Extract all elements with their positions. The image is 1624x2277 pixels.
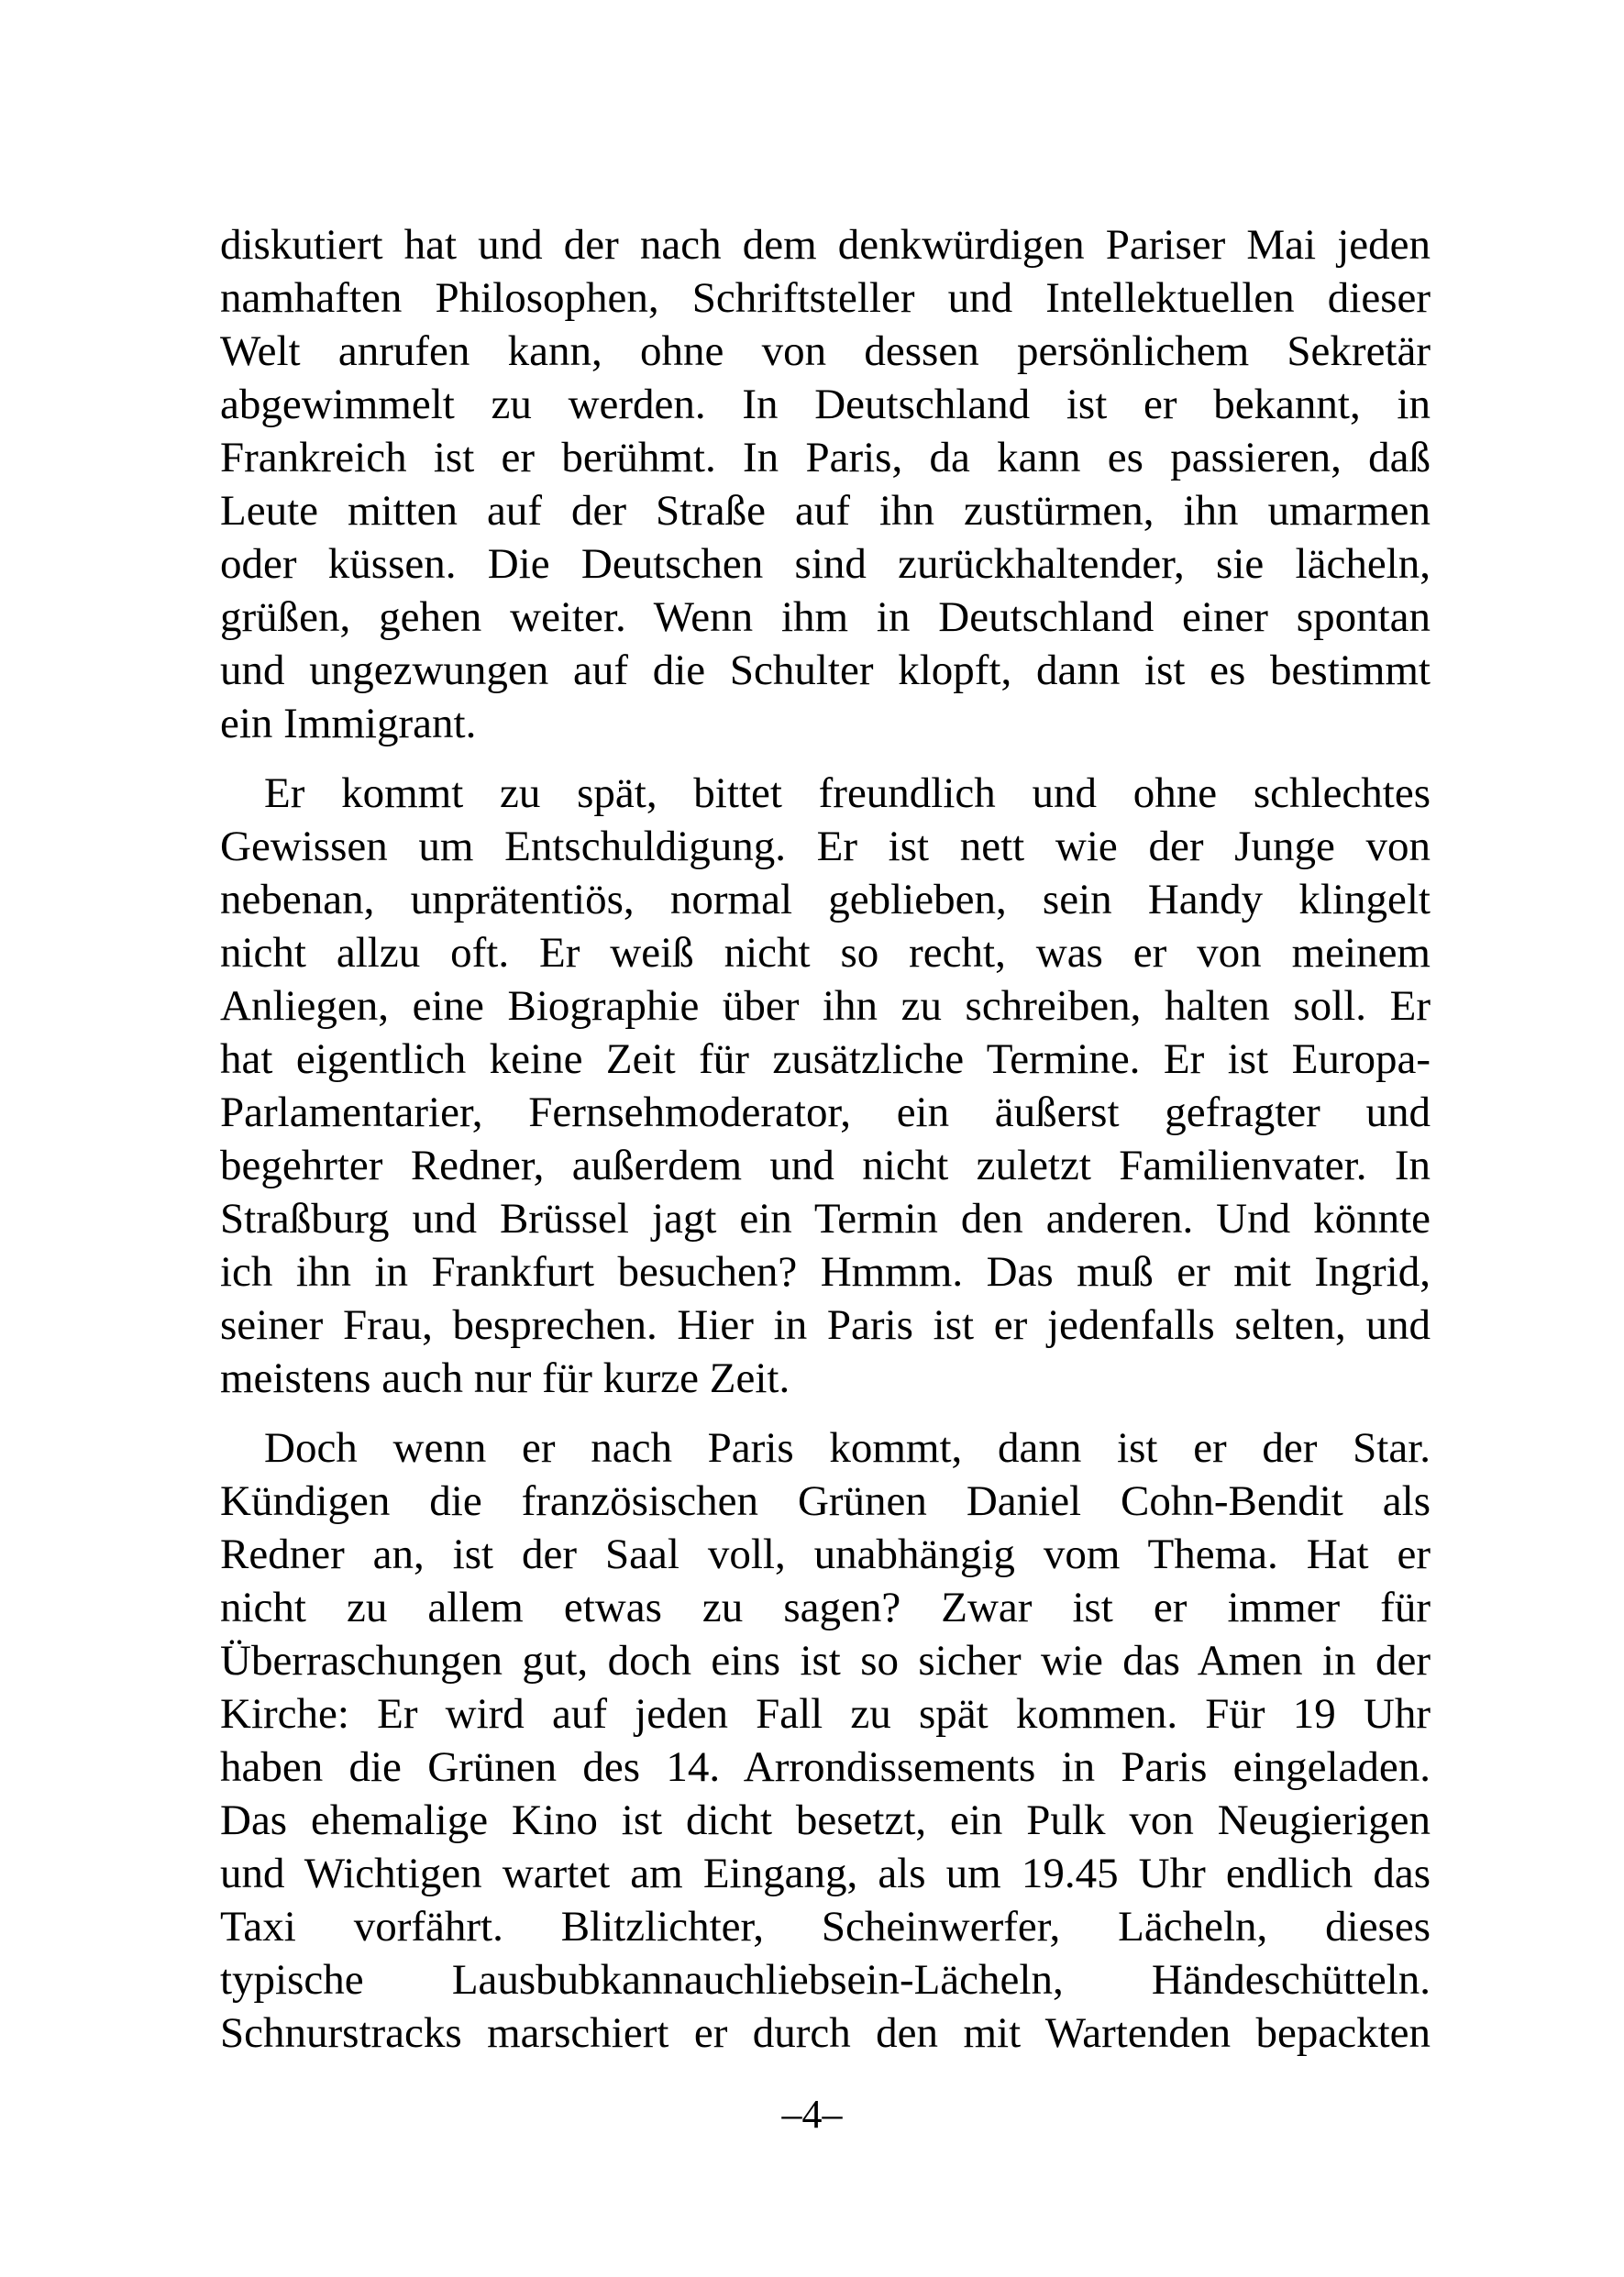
text-line: seiner Frau, besprechen. Hier in Paris ist er jedenfalls selten, und	[220, 1301, 1431, 1349]
text-line: diskutiert hat und der nach dem denkwürdigen Pariser Mai jeden	[220, 221, 1431, 269]
text-line: Anliegen, eine Biographie über ihn zu schreiben, halten soll. Er	[220, 982, 1431, 1030]
text-line: ich ihn in Frankfurt besuchen? Hmmm. Das muß er mit Ingrid,	[220, 1248, 1431, 1296]
text-line: abgewimmelt zu werden. In Deutschland ist er bekannt, in	[220, 381, 1431, 428]
text-line: Leute mitten auf der Straße auf ihn zustürmen, ihn umarmen	[220, 487, 1431, 535]
paragraph-1	[220, 218, 1431, 750]
text-line: namhaften Philosophen, Schriftsteller und Intellektuellen dieser	[220, 274, 1431, 322]
text-line: oder küssen. Die Deutschen sind zurückhaltender, sie lächeln,	[220, 540, 1431, 588]
text-line: begehrter Redner, außerdem und nicht zuletzt Familienvater. In	[220, 1142, 1431, 1189]
text-line: Redner an, ist der Saal voll, unabhängig vom Thema. Hat er	[220, 1531, 1431, 1578]
paragraph-gap	[220, 1405, 1431, 1421]
text-line: und Wichtigen wartet am Eingang, als um 19.45 Uhr endlich das	[220, 1850, 1431, 1897]
text-line: Kirche: Er wird auf jeden Fall zu spät kommen. Für 19 Uhr	[220, 1690, 1431, 1738]
text-line: Doch wenn er nach Paris kommt, dann ist er der Star.	[264, 1424, 1431, 1472]
paragraph-2	[220, 767, 1431, 1405]
text-line: nebenan, unprätentiös, normal geblieben, sein Handy klingelt	[220, 876, 1431, 923]
text-line: typische Lausbubkannauchliebsein-Lächeln, Händeschütteln.	[220, 1956, 1431, 2004]
text-line: Das ehemalige Kino ist dicht besetzt, ein Pulk von Neugierigen	[220, 1796, 1431, 1844]
text-line: ein Immigrant.	[220, 700, 477, 747]
text-line: haben die Grünen des 14. Arrondissements in Paris eingeladen.	[220, 1743, 1431, 1791]
text-line: Frankreich ist er berühmt. In Paris, da kann es passieren, daß	[220, 434, 1431, 481]
text-line: nicht allzu oft. Er weiß nicht so recht, was er von meinem	[220, 929, 1431, 977]
text-line: Welt anrufen kann, ohne von dessen persönlichem Sekretär	[220, 327, 1431, 375]
body-text	[220, 218, 1431, 2060]
paragraph-gap	[220, 750, 1431, 767]
text-line: meistens auch nur für kurze Zeit.	[220, 1354, 790, 1402]
text-line: und ungezwungen auf die Schulter klopft, dann ist es bestimmt	[220, 647, 1431, 694]
text-line: grüßen, gehen weiter. Wenn ihm in Deutschland einer spontan	[220, 593, 1431, 641]
text-line: Gewissen um Entschuldigung. Er ist nett wie der Junge von	[220, 823, 1431, 870]
text-line: Kündigen die französischen Grünen Daniel Cohn-Bendit als	[220, 1477, 1431, 1525]
text-line: Straßburg und Brüssel jagt ein Termin den anderen. Und könnte	[220, 1195, 1431, 1243]
text-line: Parlamentarier, Fernsehmoderator, ein äußerst gefragter und	[220, 1089, 1431, 1136]
paragraph-3	[220, 1421, 1431, 2060]
text-line: nicht zu allem etwas zu sagen? Zwar ist er immer für	[220, 1584, 1431, 1631]
text-line: Er kommt zu spät, bittet freundlich und ohne schlechtes	[264, 769, 1431, 817]
text-line: Schnurstracks marschiert er durch den mit Wartenden bepackten	[220, 2009, 1431, 2057]
text-line: Taxi vorfährt. Blitzlichter, Scheinwerfer, Lächeln, dieses	[220, 1903, 1431, 1951]
text-line: Überraschungen gut, doch eins ist so sicher wie das Amen in der	[220, 1637, 1431, 1685]
text-line: hat eigentlich keine Zeit für zusätzliche Termine. Er ist Europa-	[220, 1035, 1431, 1083]
page-number: –4–	[781, 2092, 843, 2137]
